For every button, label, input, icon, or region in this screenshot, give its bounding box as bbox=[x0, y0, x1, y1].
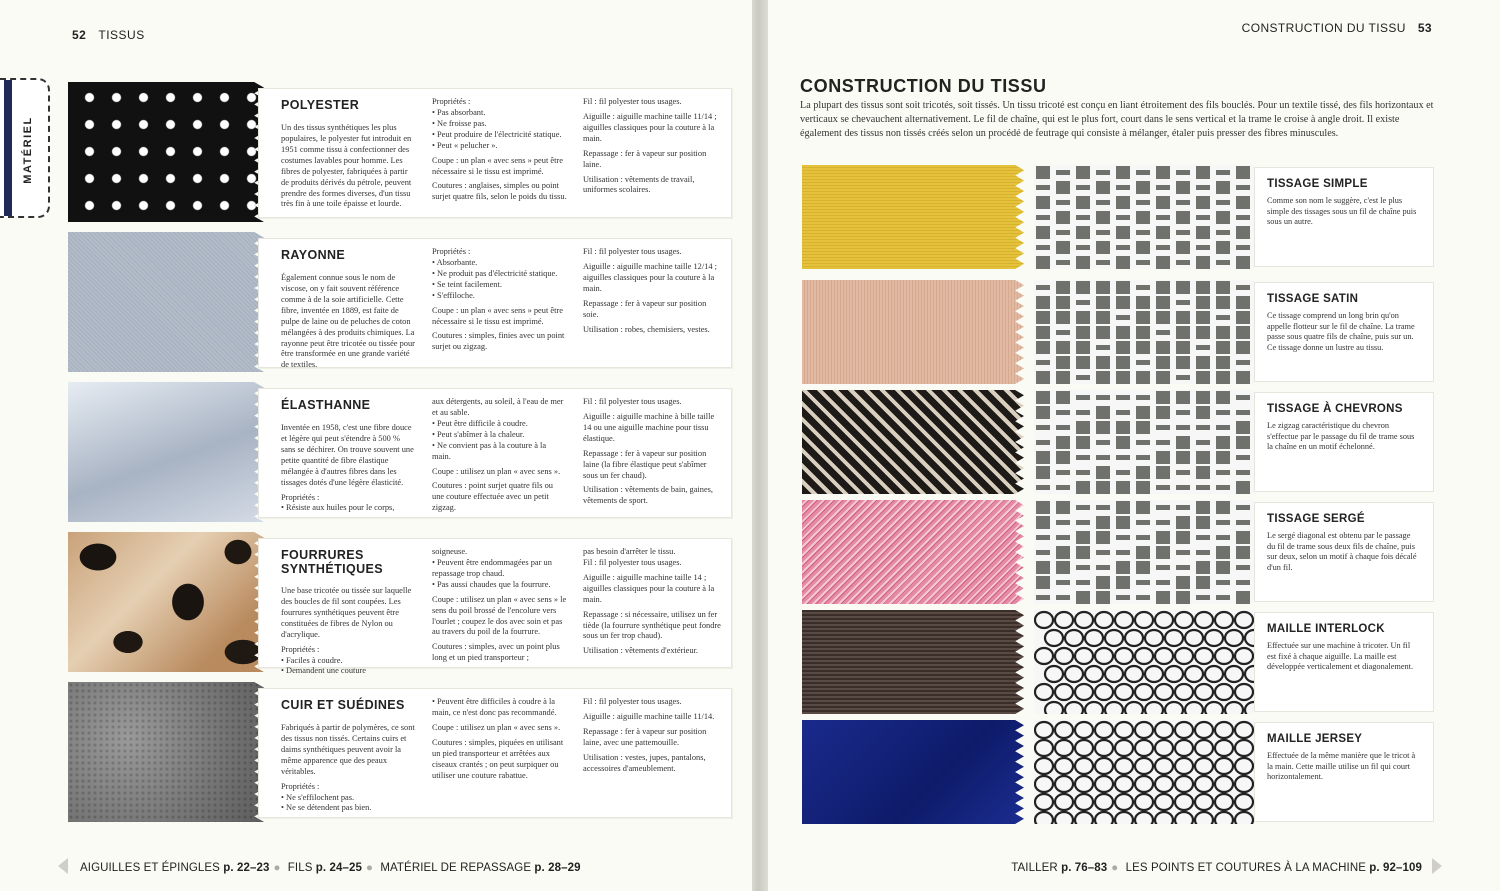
fabric-entry bbox=[68, 682, 732, 822]
fabric-text-line: Propriétés : bbox=[281, 644, 320, 654]
fabric-text-line: Coutures : simples, avec un point plus long et un pied transporteur ; bbox=[432, 642, 560, 663]
fabric-text-line: • Absorbante. bbox=[432, 257, 478, 267]
weave-card bbox=[1254, 392, 1434, 492]
footer-link[interactable]: LES POINTS ET COUTURES À LA MACHINE p. 92–109 bbox=[1125, 862, 1422, 874]
weave-diagram bbox=[1034, 610, 1254, 714]
book-gutter bbox=[752, 0, 768, 891]
weave-swatch-image bbox=[802, 390, 1024, 494]
fabric-text-line: • Peut être difficile à coudre. bbox=[432, 418, 528, 428]
fabric-text-line: • Peut s'abîmer à la chaleur. bbox=[432, 429, 525, 439]
fabric-text-line: Utilisation : vêtements d'extérieur. bbox=[583, 646, 699, 656]
fabric-text-line: Coupe : utilisez un plan « avec sens ». bbox=[432, 722, 561, 732]
weave-entry bbox=[802, 390, 1434, 494]
side-tab-bar bbox=[4, 80, 12, 216]
weave-name: TISSAGE SIMPLE bbox=[1267, 178, 1368, 190]
weave-diagram bbox=[1034, 165, 1254, 269]
section-title: TISSUS bbox=[98, 28, 145, 42]
weave-card bbox=[1254, 502, 1434, 602]
fabric-entry bbox=[68, 532, 732, 676]
fabric-text-line: Propriétés : bbox=[281, 492, 320, 502]
weave-name: TISSAGE SERGÉ bbox=[1267, 513, 1365, 525]
weave-swatch-image bbox=[802, 500, 1024, 604]
fabric-text-column bbox=[432, 247, 567, 353]
fabric-text-line: Propriétés : bbox=[432, 247, 471, 256]
weave-entry bbox=[802, 165, 1434, 269]
weave-name: TISSAGE SATIN bbox=[1267, 293, 1359, 305]
fabric-text-line: Aiguille : aiguille machine taille 11/14 ; aiguilles classiques pour la couture à la main. bbox=[583, 111, 717, 143]
weave-description: Comme son nom le suggère, c'est le plus simple des tissages sous un fil de chaîne puis sous un autre. bbox=[1267, 196, 1417, 227]
fabric-text-line: Fil : fil polyester tous usages. bbox=[583, 697, 682, 706]
fabric-text-column bbox=[432, 397, 567, 514]
fabric-text-line: • Ne se détendent pas bien. bbox=[281, 803, 372, 813]
fabric-text-line: soigneuse. bbox=[432, 547, 468, 556]
fabric-text-line: Aiguille : aiguille machine à bille taille 14 ou une aiguille machine pour tissu élastique. bbox=[583, 411, 715, 443]
fabric-text-line: Coupe : utilisez un plan « avec sens » le sens du poil brossé de l'encolure vers l'ourlet ; coupez le dos avec soin et pas au travers du poil de la fourrure. bbox=[432, 594, 567, 637]
page-title: CONSTRUCTION DU TISSU bbox=[800, 76, 1047, 96]
weave-card bbox=[1254, 167, 1434, 267]
fabric-text-line: Une base tricotée ou tissée sur laquelle des boucles de fil sont coupées. Les fourrures synthétiques peuvent être constituées de fibres de Nylon ou d'acrylique. bbox=[281, 586, 412, 639]
fabric-entry bbox=[68, 382, 732, 522]
right-page bbox=[768, 0, 1500, 891]
footer-link[interactable]: TAILLER p. 76–83 bbox=[1011, 862, 1108, 874]
fabric-text-line: • Peut produire de l'électricité statique. bbox=[432, 129, 562, 139]
fabric-text-column bbox=[432, 547, 567, 664]
fabric-text-column bbox=[432, 97, 567, 203]
fabric-text-line: Coupe : un plan « avec sens » peut être nécessaire si le tissu est imprimé. bbox=[432, 155, 563, 176]
fabric-swatch-image bbox=[68, 382, 264, 522]
page-number-left: 52 bbox=[72, 28, 87, 42]
weave-diagram bbox=[1034, 280, 1254, 384]
fabric-text-line: Fabriqués à partir de polymères, ce sont des tissus non tissés. Certains cuirs et daims synthétiques peuvent avoir la même apparence que des peaux véritables. bbox=[281, 723, 415, 776]
fabric-card bbox=[258, 238, 732, 368]
running-head-title: CONSTRUCTION DU TISSU bbox=[1241, 21, 1406, 35]
weave-swatch-image bbox=[802, 720, 1024, 824]
fabric-text-line: • Peut « pelucher ». bbox=[432, 140, 498, 150]
fabric-card bbox=[258, 88, 732, 218]
fabric-text-line: aux détergents, au soleil, à l'eau de mer et au sable. bbox=[432, 397, 564, 417]
fabric-text-line: • Peuvent être endommagées par un repassage trop chaud. bbox=[432, 557, 552, 578]
running-head-left bbox=[72, 28, 145, 42]
fabric-text-line: • Pas absorbant. bbox=[432, 107, 486, 117]
weave-entry bbox=[802, 500, 1434, 604]
weave-entry bbox=[802, 280, 1434, 384]
weave-name: MAILLE INTERLOCK bbox=[1267, 623, 1385, 635]
footer-link[interactable]: AIGUILLES ET ÉPINGLES p. 22–23 bbox=[80, 862, 270, 874]
prev-arrow-icon[interactable] bbox=[58, 858, 68, 874]
fabric-text-column bbox=[583, 247, 723, 335]
fabric-text-line: pas besoin d'arrêter le tissu. bbox=[583, 547, 676, 556]
fabric-text-line: Coutures : point surjet quatre fils ou une couture effectuée avec un petit zigzag. bbox=[432, 481, 553, 513]
fabric-text-line: Coupe : utilisez un plan « avec sens ». bbox=[432, 466, 561, 476]
fabric-swatch-image bbox=[68, 232, 264, 372]
side-tab[interactable] bbox=[0, 78, 50, 218]
fabric-name: CUIR ET SUÉDINES bbox=[281, 698, 405, 712]
weave-card bbox=[1254, 612, 1434, 712]
fabric-swatch-image bbox=[68, 82, 264, 222]
fabric-text-line: Repassage : fer à vapeur sur position laine. bbox=[583, 148, 707, 169]
footer-right: TAILLER p. 76–83 ● LES POINTS ET COUTURES À LA MACHINE p. 92–109 bbox=[1011, 862, 1422, 874]
fabric-text-line: Inventée en 1958, c'est une fibre douce et légère qui peut s'étendre à 500 % sans se déchirer. On trouve souvent une petite quantité de fibre élastique mélangée à d'autres fibres dans les tissages dotés d'une légère élasticité. bbox=[281, 423, 414, 487]
fabric-text-column bbox=[583, 547, 723, 657]
weave-description: Effectuée sur une machine à tricoter. Un fil est fixé à chaque aiguille. La maille est développée verticalement et diagonalement. bbox=[1267, 641, 1414, 672]
fabric-text-line: Fil : fil polyester tous usages. bbox=[583, 557, 682, 567]
fabric-text-line: • S'effiloche. bbox=[432, 290, 475, 300]
weave-description: Effectuée de la même manière que le tricot à la main. Cette maille utilise un fil qui court horizontalement. bbox=[1267, 751, 1416, 782]
fabric-text-line: Coutures : simples, finies avec un point surjet ou zigzag. bbox=[432, 331, 565, 352]
fabric-text-line: Coupe : un plan « avec sens » peut être nécessaire si le tissu est imprimé. bbox=[432, 305, 563, 326]
fabric-text-column bbox=[281, 273, 416, 371]
fabric-swatch-image bbox=[68, 532, 264, 672]
fabric-text-line: Fil : fil polyester tous usages. bbox=[583, 97, 682, 106]
fabric-text-line: • Pas aussi chaudes que la fourrure. bbox=[432, 579, 551, 589]
fabric-entry bbox=[68, 232, 732, 372]
fabric-text-line: Repassage : si nécessaire, utilisez un fer tiède (la fourrure synthétique peut fondre sous un fer trop chaud). bbox=[583, 609, 721, 641]
fabric-card bbox=[258, 538, 732, 676]
fabric-text-line: Repassage : fer à vapeur sur position laine (la fibre élastique peut s'abîmer sous un fer chaud). bbox=[583, 448, 707, 480]
fabric-entry bbox=[68, 82, 732, 222]
side-tab-label: MATÉRIEL bbox=[22, 116, 34, 184]
fabric-name: RAYONNE bbox=[281, 248, 346, 262]
running-head-right bbox=[1242, 21, 1432, 35]
weave-card bbox=[1254, 722, 1434, 822]
fabric-text-line: • Se teint facilement. bbox=[432, 279, 502, 289]
fabric-name: FOURRURES SYNTHÉTIQUES bbox=[281, 548, 384, 576]
fabric-text-line: Utilisation : vestes, jupes, pantalons, accessoires d'ameublement. bbox=[583, 752, 706, 773]
weave-diagram bbox=[1034, 720, 1254, 824]
fabric-text-line: • Peuvent être difficiles à coudre à la main, ce n'est donc pas recommandé. bbox=[432, 697, 557, 717]
fabric-text-line: Propriétés : bbox=[432, 97, 471, 106]
fabric-text-column bbox=[281, 723, 416, 814]
weave-swatch-image bbox=[802, 610, 1024, 714]
fabric-text-column bbox=[583, 697, 723, 775]
fabric-card bbox=[258, 388, 732, 518]
fabric-text-column bbox=[281, 423, 416, 514]
weave-name: TISSAGE À CHEVRONS bbox=[1267, 403, 1403, 415]
weave-description: Le zigzag caractéristique du chevron s'effectue par le passage du fil de trame sous la chaîne en un motif échelonné. bbox=[1267, 421, 1415, 452]
fabric-text-column bbox=[583, 397, 723, 507]
fabric-text-line: Utilisation : robes, chemisiers, vestes. bbox=[583, 324, 710, 334]
fabric-name: POLYESTER bbox=[281, 98, 360, 112]
fabric-text-line: • Demandent une couture bbox=[281, 666, 367, 676]
fabric-text-line: Coutures : simples, piquées en utilisant un pied transporteur et arrêtées aux ciseaux crantés ; on peut surpiquer ou utiliser une couture rabattue. bbox=[432, 737, 564, 780]
fabric-text-line: Propriétés : bbox=[281, 781, 320, 791]
weave-description: Le sergé diagonal est obtenu par le passage du fil de trame sous deux fils de chaîne, puis sur deux, selon un motif à chaque fois décalé d'un fil. bbox=[1267, 531, 1417, 572]
fabric-text-line: • Résiste aux huiles pour le corps, bbox=[281, 503, 395, 513]
fabric-text-line: Repassage : fer à vapeur sur position laine, avec une pattemouille. bbox=[583, 726, 707, 747]
fabric-text-line: Utilisation : vêtements de bain, gaines, vêtements de sport. bbox=[583, 485, 714, 506]
fabric-text-line: Coutures : anglaises, simples ou point surjet quatre fils, selon le poids du tissu. bbox=[432, 181, 567, 202]
fabric-text-line: Repassage : fer à vapeur sur position soie. bbox=[583, 298, 707, 319]
fabric-text-line: • Ne s'effilochent pas. bbox=[281, 792, 355, 802]
fabric-text-line: Fil : fil polyester tous usages. bbox=[583, 397, 682, 406]
fabric-text-line: Aiguille : aiguille machine taille 12/14 ; aiguilles classiques pour la couture à la main. bbox=[583, 261, 717, 293]
weave-card bbox=[1254, 282, 1434, 382]
intro-paragraph: La plupart des tissus sont soit tricotés, soit tissés. Un tissu tricoté est conçu en liant étroitement des fils bouclés. Pour un textile tissé, des fils horizontaux et verticaux se chevauchent alternativement. Le fil de chaîne, qui est le plus fort, court dans le sens vertical et la trame le croise à angle droit. Il existe également des tissus non tissés créés selon un procédé de feutrage qui consiste à mélanger, étaler puis presser des fibres minuscules. bbox=[800, 100, 1434, 140]
fabric-text-column bbox=[432, 697, 567, 781]
weave-description: Ce tissage comprend un long brin qu'on appelle flotteur sur le fil de chaîne. La trame passe sous quatre fils de chaîne, puis sur un. Ce tissage donne un lustre au tissu. bbox=[1267, 311, 1415, 352]
footer-link[interactable]: MATÉRIEL DE REPASSAGE p. 28–29 bbox=[380, 862, 581, 874]
fabric-text-column bbox=[281, 586, 416, 677]
weave-diagram bbox=[1034, 390, 1254, 494]
page-number-right: 53 bbox=[1417, 21, 1432, 35]
weave-entry bbox=[802, 720, 1434, 824]
fabric-text-column bbox=[281, 123, 416, 210]
next-arrow-icon[interactable] bbox=[1432, 858, 1442, 874]
fabric-text-line: • Ne convient pas à la couture à la main. bbox=[432, 440, 547, 461]
weave-swatch-image bbox=[802, 165, 1024, 269]
fabric-text-line: Utilisation : vêtements de travail, uniformes scolaires. bbox=[583, 174, 695, 195]
weave-entry bbox=[802, 610, 1434, 714]
fabric-text-line: Également connue sous le nom de viscose, on y fait souvent référence comme à de la soie artificielle. Cette fibre, inventée en 1889, est faite de pulpe de laine ou de peluches de coton mélangées à des produits chimiques. La rayonne peut être tricotée ou tissée pour être transformée en une grande variété de textiles. bbox=[281, 273, 415, 370]
fabric-name: ÉLASTHANNE bbox=[281, 398, 371, 412]
fabric-text-line: • Ne froisse pas. bbox=[432, 118, 487, 128]
footer-link[interactable]: FILS p. 24–25 bbox=[287, 862, 362, 874]
fabric-text-line: • Faciles à coudre. bbox=[281, 655, 343, 665]
fabric-text-line: Fil : fil polyester tous usages. bbox=[583, 247, 682, 256]
fabric-text-line: Aiguille : aiguille machine taille 14 ; aiguilles classiques pour la couture à la main. bbox=[583, 572, 715, 604]
fabric-text-line: Aiguille : aiguille machine taille 11/14. bbox=[583, 711, 715, 721]
weave-diagram bbox=[1034, 500, 1254, 604]
fabric-text-line: • Ne produit pas d'électricité statique. bbox=[432, 268, 558, 278]
weave-name: MAILLE JERSEY bbox=[1267, 733, 1363, 745]
fabric-card bbox=[258, 688, 732, 818]
fabric-swatch-image bbox=[68, 682, 264, 822]
fabric-text-line: Un des tissus synthétiques les plus populaires, le polyester fut introduit en 1951 comme tissu à confectionner des costumes lavables pour homme. Les fibres de polyester, fabriquées à partir de produits dérivés du pétrole, peuvent prendre des formes diverses, d'un tissu très fin à une toile épaisse et lourde. bbox=[281, 123, 412, 209]
weave-swatch-image bbox=[802, 280, 1024, 384]
footer-left: AIGUILLES ET ÉPINGLES p. 22–23 ● FILS p. 24–25 ● MATÉRIEL DE REPASSAGE p. 28–29 bbox=[80, 862, 581, 874]
fabric-text-column bbox=[583, 97, 723, 196]
